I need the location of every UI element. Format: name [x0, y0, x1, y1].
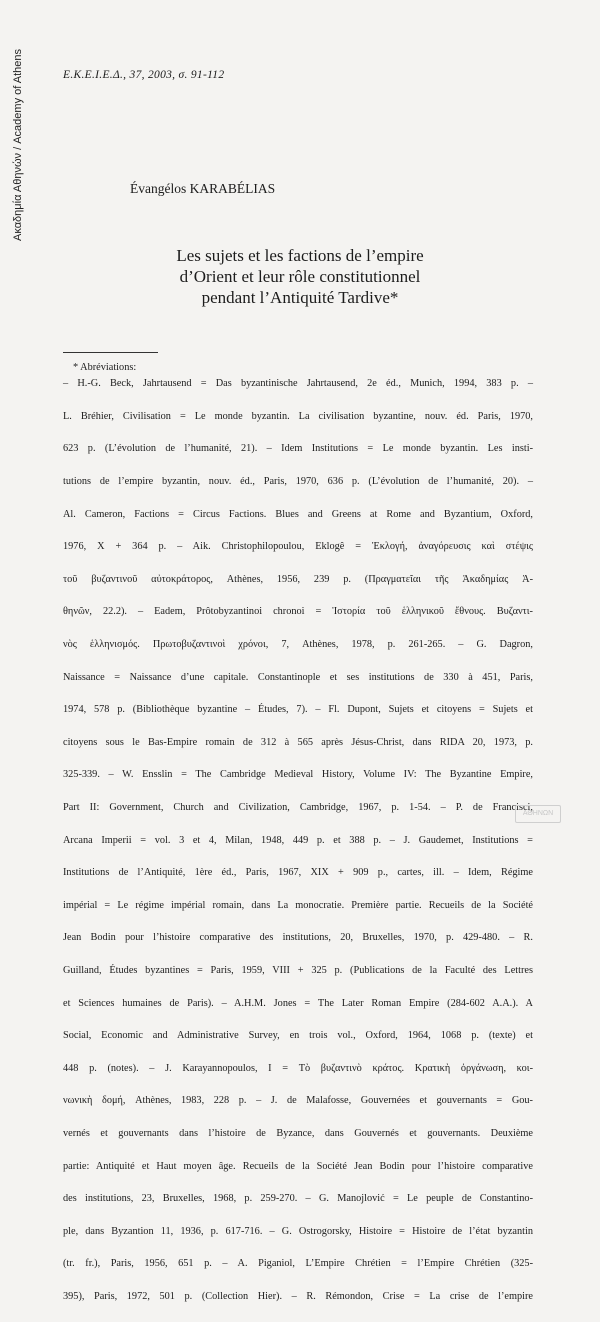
title-line: pendant l’Antiquité Tardive*: [201, 288, 399, 307]
footnote-line: 395), Paris, 1972, 501 p. (Collection Hier). – R. Rémondon, Crise = La crise de l’empire: [63, 1290, 533, 1302]
footnote-line: 325-339. – W. Ensslin = The Cambridge Medieval History, Volume IV: The Byzantine Empire,: [63, 769, 533, 781]
corner-stamp: ΑΘΗΝΩΝ: [515, 805, 561, 823]
footnote-line: Jean Bodin pour l’histoire comparative des institutions, 20, Bruxelles, 1970, p. 429-480. – R.: [63, 932, 533, 944]
footnote-line: νὸς ἑλληνισμός. Πρωτοβυζαντινοὶ χρόνοι, 7, Athènes, 1978, p. 261-265. – G. Dagron,: [63, 639, 533, 651]
footnote-line: Al. Cameron, Factions = Circus Factions. Blues and Greens at Rome and Byzantium, Oxford,: [63, 508, 533, 520]
footnote-line: Arcana Imperii = vol. 3 et 4, Milan, 1948, 449 p. et 388 p. – J. Gaudemet, Institutions =: [63, 834, 533, 846]
footnote-line: Guilland, Études byzantines = Paris, 1959, VIII + 325 p. (Publications de la Faculté des Lettres: [63, 964, 533, 976]
footnote-line: Part II: Government, Church and Civilization, Cambridge, 1967, p. 1-54. – P. de Francisci,: [63, 802, 533, 814]
footnote-line: vernés et gouvernants dans l’histoire de Byzance, dans Gouvernés et gouvernants. Deuxième: [63, 1127, 533, 1139]
footnote-line: 448 p. (notes). – J. Karayannopoulos, I = Τὸ βυζαντινὸ κράτος. Κρατικὴ ὀργάνωση, κοι-: [63, 1062, 533, 1074]
footnote-label: * Abréviations:: [73, 362, 137, 373]
academy-side-stamp: [6, 40, 30, 250]
footnote-line: et Sciences humaines de Paris). – A.H.M. Jones = The Later Roman Empire (284-602 A.A.). A: [63, 997, 533, 1009]
footnote-line: citoyens sous le Bas-Empire romain de 312 à 565 après Jésus-Christ, dans RIDA 20, 1973, p.: [63, 736, 533, 748]
footnote-line: 623 p. (L’évolution de l’humanité, 21). – Idem Institutions = Le monde byzantin. Les insti-: [63, 443, 533, 455]
footnote-abbreviations: [63, 360, 533, 1322]
footnote-line: 1976, X + 364 p. – Aik. Christophilopoulou, Eklogê = Ἐκλογή, ἀναγόρευσις καὶ στέψις: [63, 541, 533, 553]
footnote-line: partie: Antiquité et Haut moyen âge. Recueils de la Société Jean Bodin pour l’histoire comparative: [63, 1160, 533, 1172]
journal-reference: Ε.Κ.Ε.Ι.Ε.Δ., 37, 2003, σ. 91-112: [63, 69, 225, 81]
author-name: Évangélos KARABÉLIAS: [130, 181, 276, 196]
side-stamp-text: Ακαδημία Αθηνών / Academy of Athens: [12, 48, 24, 242]
footnote-line: νωνικὴ δομή, Athènes, 1983, 228 p. – J. de Malafosse, Gouvernées et gouvernants = Gou-: [63, 1095, 533, 1107]
footnote-line: des institutions, 23, Bruxelles, 1968, p. 259-270. – G. Manojlović = Le peuple de Constantino-: [63, 1193, 533, 1205]
footnote-line: impérial = Le régime impérial romain, dans La monocratie. Première partie. Recueils de la Société: [63, 899, 533, 911]
footnote-line: Naissance = Naissance d’une capitale. Constantinople et ses institutions de 330 à 451, Paris,: [63, 671, 533, 683]
footnote-line: 1974, 578 p. (Bibliothèque byzantine – Études, 7). – Fl. Dupont, Sujets et citoyens = Sujets et: [63, 704, 533, 716]
title-line: Les sujets et les factions de l’empire: [176, 246, 424, 265]
footnote-line: (tr. fr.), Paris, 1956, 651 p. – A. Piganiol, L’Empire Chrétien = l’Empire Chrétien (325-: [63, 1258, 533, 1270]
article-title: [110, 245, 490, 308]
footnote-line: τοῦ βυζαντινοῦ αὐτοκράτορος, Athènes, 1956, 239 p. (Πραγματεῖαι τῆς Ἀκαδημίας Ἀ-: [63, 573, 533, 585]
footnote-rule: [63, 352, 158, 353]
footnote-line: θηνῶν, 22.2). – Eadem, Prôtobyzantinoi chronoi = Ἱστορία τοῦ ἑλληνικοῦ ἔθνους. Βυζαντι-: [63, 606, 533, 618]
footnote-line: L. Bréhier, Civilisation = Le monde byzantin. La civilisation byzantine, nouv. éd. Paris, 1970,: [63, 410, 533, 422]
footnote-line: ple, dans Byzantion 11, 1936, p. 617-716. – G. Ostrogorsky, Histoire = Histoire de l’état byzantin: [63, 1225, 533, 1237]
footnote-line: Social, Economic and Administrative Survey, en trois vol., Oxford, 1964, 1068 p. (texte) et: [63, 1030, 533, 1042]
footnote-line: Institutions de l’Antiquité, 1ère éd., Paris, 1967, XIX + 909 p., cartes, ill. – Idem, Régime: [63, 867, 533, 879]
footnote-line: – H.-G. Beck, Jahrtausend = Das byzantinische Jahrtausend, 2e éd., Munich, 1994, 383 p. –: [63, 378, 533, 390]
title-line: d’Orient et leur rôle constitutionnel: [179, 267, 421, 286]
footnote-line: tutions de l’empire byzantin, nouv. éd., Paris, 1970, 636 p. (L’évolution de l’humanité, 20). –: [63, 476, 533, 488]
footnote-lines: [63, 376, 533, 1321]
